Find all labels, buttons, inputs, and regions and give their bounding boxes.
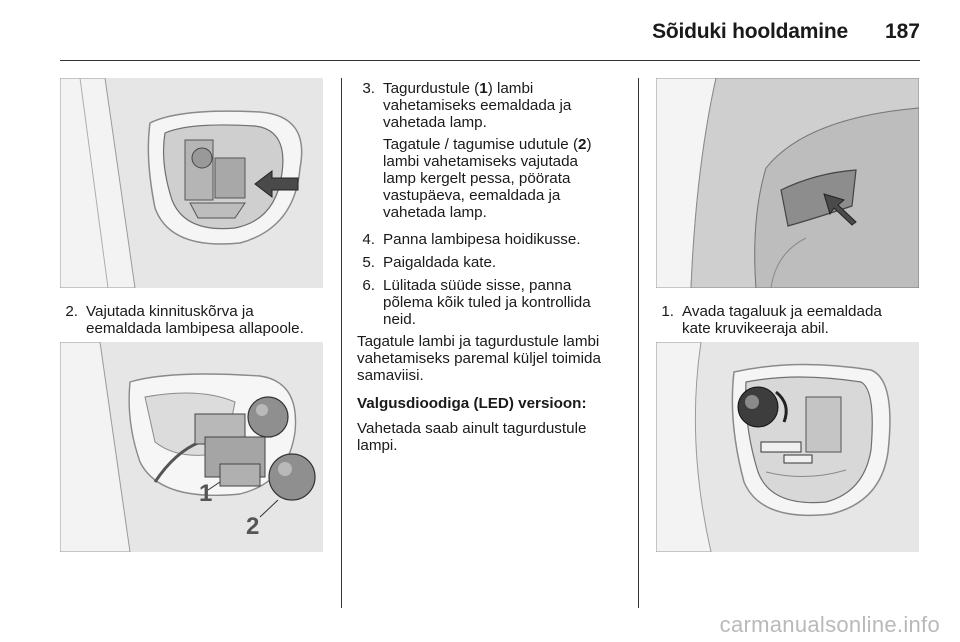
step-text — [383, 80, 571, 131]
figure-callout-1: 1 — [199, 480, 213, 507]
step-line: neid. — [383, 311, 416, 328]
paragraph-right-side — [357, 333, 635, 384]
step-1 — [656, 303, 926, 339]
step-number: 1. — [661, 303, 674, 320]
step-3 — [357, 80, 627, 140]
figure-bulb-socket — [60, 342, 323, 552]
step-text — [383, 277, 591, 328]
step-number: 6. — [362, 277, 375, 294]
step-line: Paigaldada kate. — [383, 254, 497, 271]
step-line: vahetada lamp. — [383, 114, 487, 131]
step-5 — [357, 254, 627, 274]
step-line: Panna lambipesa hoidikusse. — [383, 231, 581, 248]
step-line: Avada tagaluuk ja eemaldada — [682, 303, 882, 320]
step-line: lambi vahetamiseks vajutada — [383, 153, 579, 170]
paragraph-line: vahetamiseks paremal küljel toimida — [357, 350, 601, 367]
step-number: 5. — [362, 254, 375, 271]
step-line: Tagurdustule (1) lambi — [383, 80, 534, 97]
step-line: Tagatule / tagumise udutule (2) — [383, 136, 592, 153]
step-6 — [357, 277, 632, 329]
paragraph-line: lampi. — [357, 437, 398, 454]
header-divider — [60, 60, 920, 61]
step-text — [383, 231, 581, 248]
step-3-subparagraph — [383, 136, 633, 221]
step-4 — [357, 231, 627, 251]
section-heading-led: Valgusdioodiga (LED) versioon: — [357, 395, 587, 412]
step-2 — [60, 303, 330, 339]
paragraph-line: Tagatule lambi ja tagurdustule lambi — [357, 333, 600, 350]
step-line: Vajutada kinnituskõrva ja — [86, 303, 254, 320]
step-line: vahetamiseks eemaldada ja — [383, 97, 572, 114]
paragraph-line: Vahetada saab ainult tagurdustule — [357, 420, 587, 437]
column-divider-right — [638, 78, 639, 608]
step-line: vahetada lamp. — [383, 204, 487, 221]
step-line: kate kruvikeeraja abil. — [682, 320, 829, 337]
figure-callout-2: 2 — [246, 513, 260, 540]
step-line: lamp kergelt pessa, pöörata — [383, 170, 571, 187]
step-line: põlema kõik tuled ja kontrollida — [383, 294, 591, 311]
figure-lamp-holder-arrow — [60, 78, 323, 288]
step-number: 2. — [65, 303, 78, 320]
step-line: eemaldada lambipesa allapoole. — [86, 320, 304, 337]
step-text — [86, 303, 304, 337]
step-line: Lülitada süüde sisse, panna — [383, 277, 572, 294]
paragraph-led — [357, 420, 635, 454]
footer-brand-watermark: carmanualsonline.info — [719, 612, 940, 637]
step-number: 4. — [362, 231, 375, 248]
figure-bulb-housing — [656, 342, 919, 552]
step-line: vastupäeva, eemaldada ja — [383, 187, 561, 204]
step-text — [682, 303, 882, 337]
paragraph-line: samaviisi. — [357, 367, 424, 384]
column-divider-left — [341, 78, 342, 608]
page-number: 187 — [884, 20, 920, 43]
step-text — [383, 254, 496, 271]
figure-tailgate-cover — [656, 78, 919, 288]
page-title: Sõiduki hooldamine — [652, 20, 848, 43]
step-number: 3. — [362, 80, 375, 97]
